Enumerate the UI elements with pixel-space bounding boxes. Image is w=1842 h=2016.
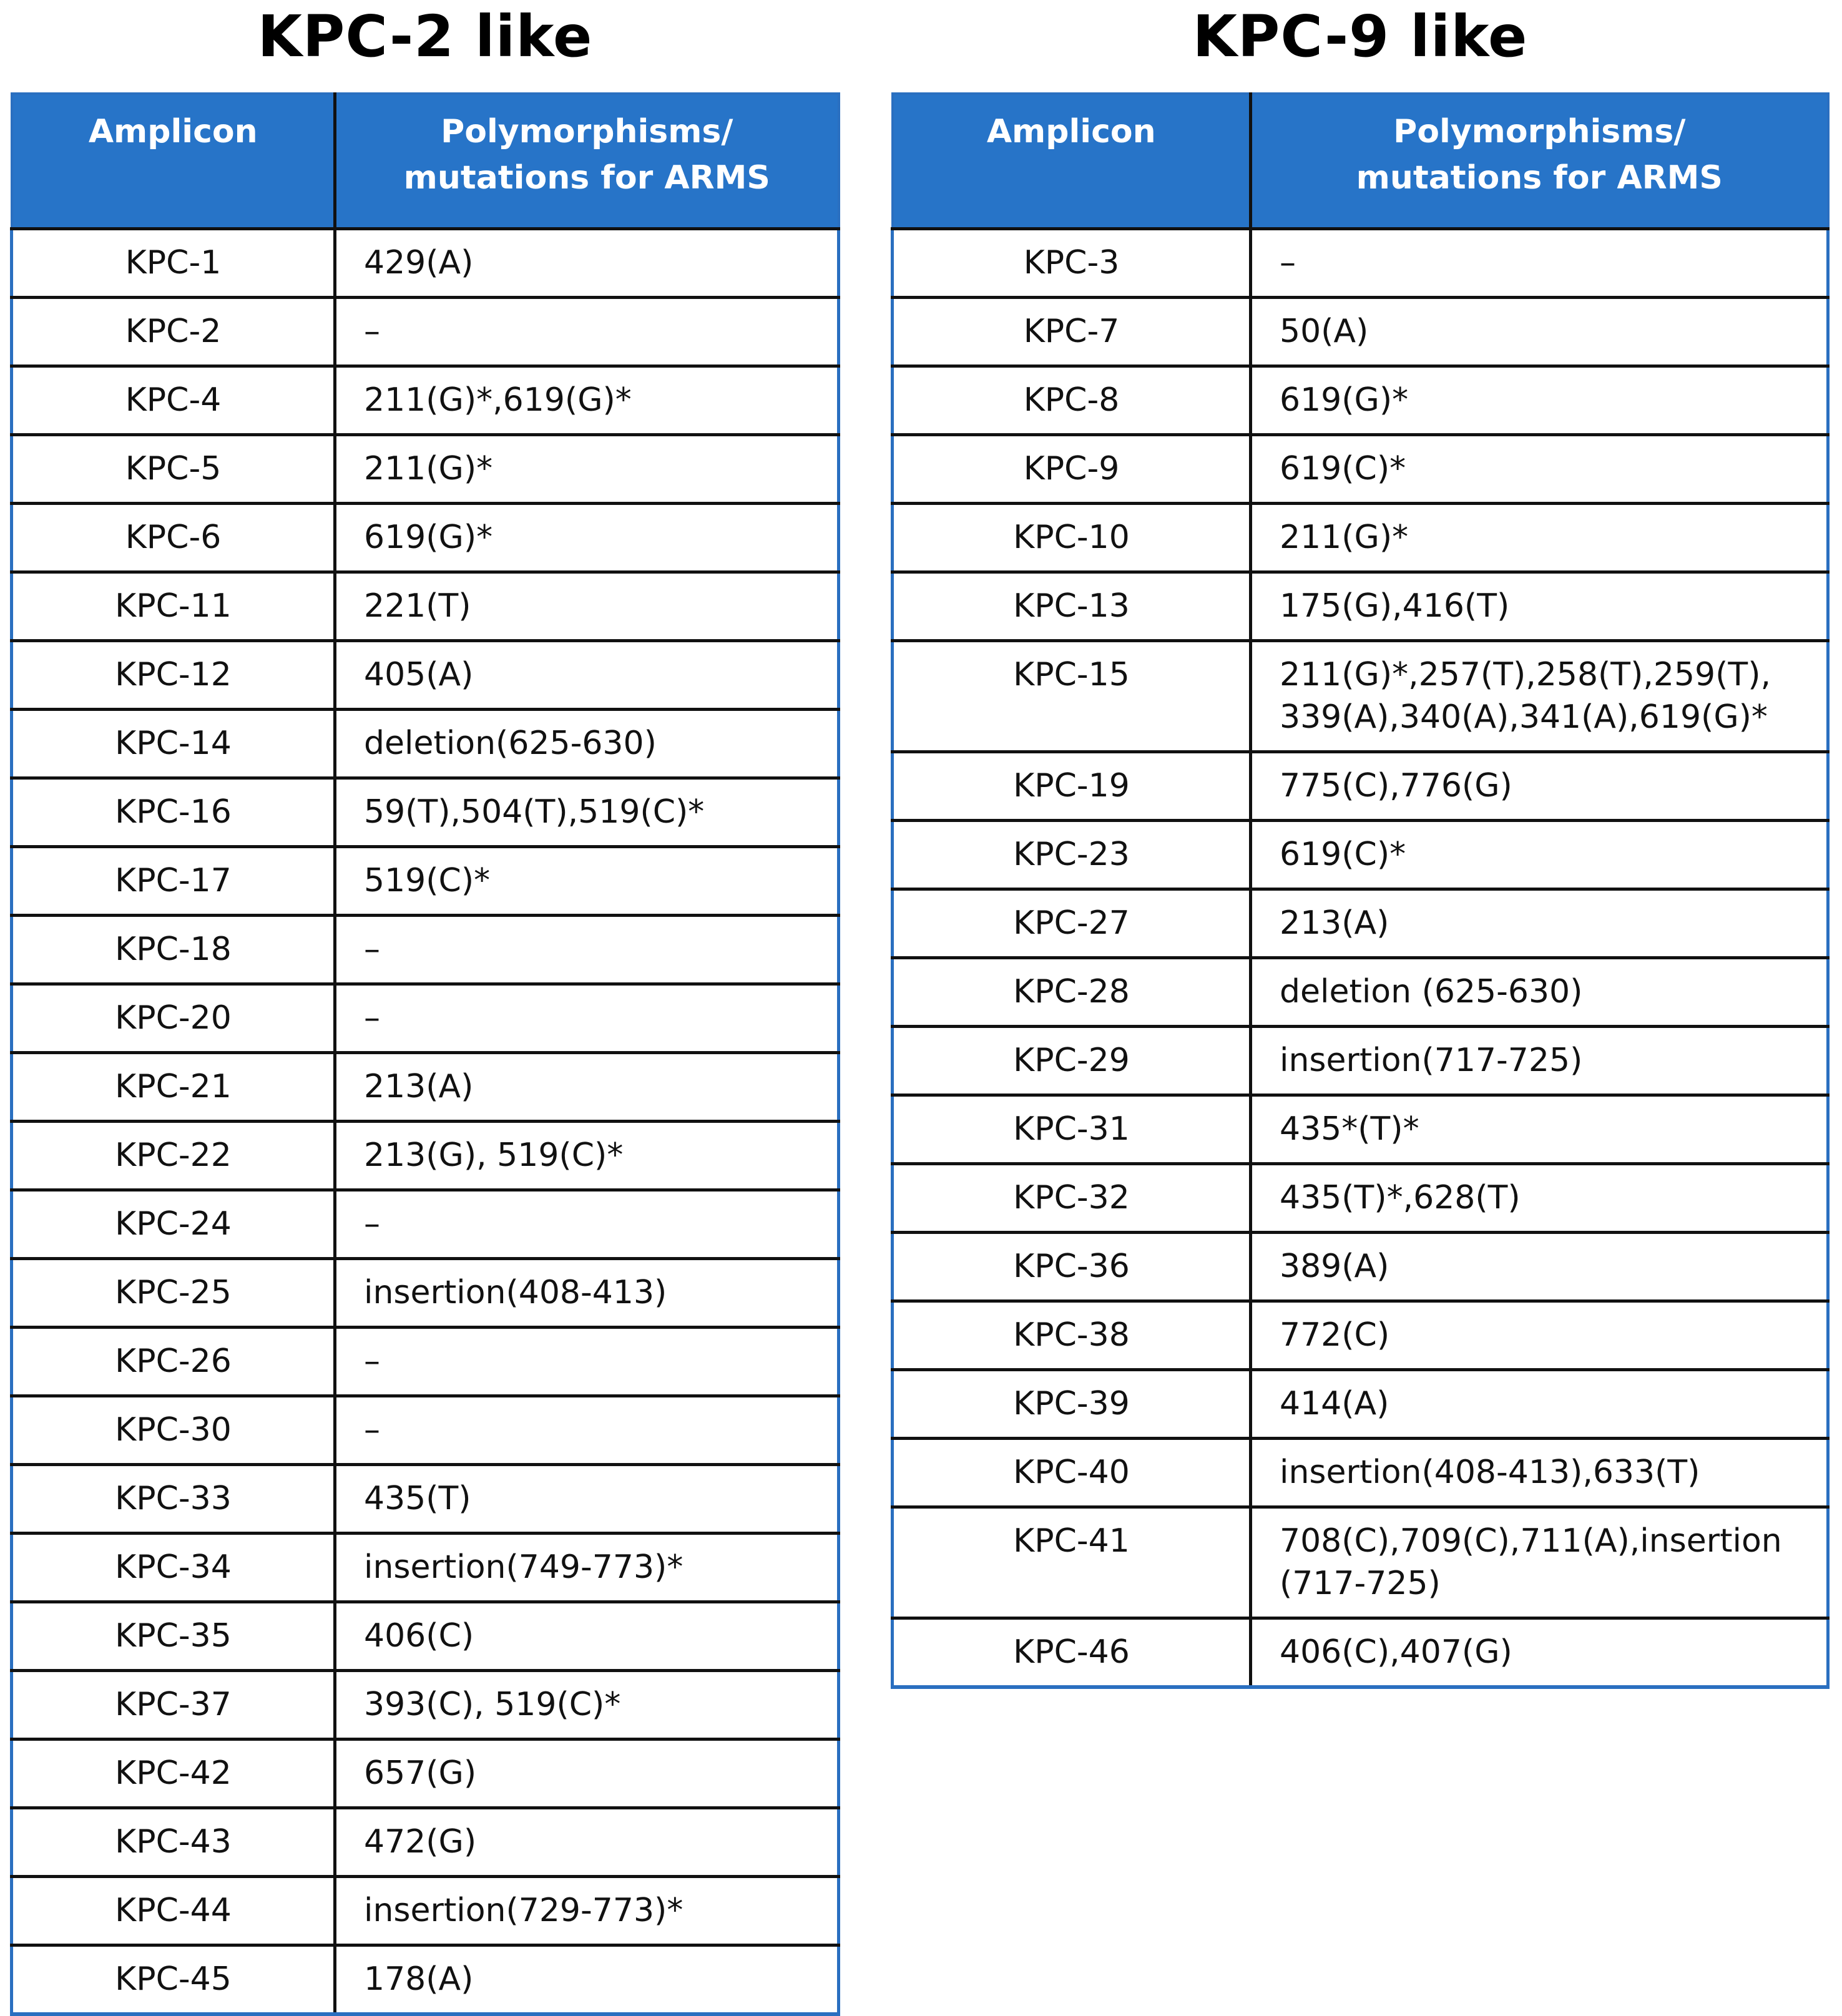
mutation-cell: deletion(625-630) — [335, 710, 839, 778]
mutation-cell: 429(A) — [335, 229, 839, 298]
mutation-cell — [1251, 1618, 1828, 1687]
mutation-cell: 178(A) — [335, 1945, 839, 2014]
mutation-cell: insertion(729-773)* — [335, 1877, 839, 1945]
amplicon-cell: KPC-46 — [893, 1618, 1251, 1687]
amplicon-cell: KPC-39 — [893, 1370, 1251, 1439]
table-row — [893, 821, 1828, 889]
mutation-cell: 619(G)* — [335, 504, 839, 572]
mutation-cell — [1251, 641, 1828, 752]
mutation-cell — [1251, 1027, 1828, 1095]
mutation-line: 775(C),776(G) — [1280, 767, 1512, 805]
mutation-cell: insertion(408-413) — [335, 1259, 839, 1328]
kpc-2-like-panel — [10, 0, 840, 2016]
mutation-cell — [1251, 229, 1828, 298]
mutation-cell — [1251, 366, 1828, 435]
mutation-cell: – — [335, 1328, 839, 1396]
kpc-9-like-table-body — [893, 229, 1828, 1687]
amplicon-cell: KPC-5 — [12, 435, 335, 504]
amplicon-cell: KPC-26 — [12, 1328, 335, 1396]
amplicon-cell: KPC-29 — [893, 1027, 1251, 1095]
mutation-cell — [1251, 504, 1828, 572]
amplicon-cell: KPC-14 — [12, 710, 335, 778]
mutation-cell — [1251, 1164, 1828, 1233]
amplicon-cell: KPC-12 — [12, 641, 335, 710]
amplicon-column-header: Amplicon — [893, 94, 1251, 229]
table-row — [12, 1671, 839, 1740]
mutation-cell: – — [335, 298, 839, 366]
table-row — [12, 778, 839, 847]
table-row — [12, 1396, 839, 1465]
table-row — [893, 958, 1828, 1027]
amplicon-cell: KPC-45 — [12, 1945, 335, 2014]
table-row — [12, 1602, 839, 1671]
table-row — [12, 1259, 839, 1328]
table-row — [12, 710, 839, 778]
amplicon-cell: KPC-44 — [12, 1877, 335, 1945]
amplicon-cell: KPC-3 — [893, 229, 1251, 298]
amplicon-cell: KPC-31 — [893, 1095, 1251, 1164]
mutations-column-header — [335, 94, 839, 229]
table-row — [12, 229, 839, 298]
mutation-cell: – — [335, 916, 839, 984]
table-row — [893, 641, 1828, 752]
table-row — [12, 1053, 839, 1122]
mutation-line: 389(A) — [1280, 1248, 1389, 1285]
mutation-cell — [1251, 572, 1828, 641]
amplicon-cell: KPC-36 — [893, 1233, 1251, 1301]
mutation-line: 175(G),416(T) — [1280, 587, 1510, 625]
amplicon-cell: KPC-28 — [893, 958, 1251, 1027]
amplicon-cell: KPC-4 — [12, 366, 335, 435]
mutation-line: (717-725) — [1280, 1565, 1441, 1602]
table-row — [12, 1122, 839, 1190]
table-row — [12, 1328, 839, 1396]
mutation-cell — [1251, 821, 1828, 889]
kpc-9-like-panel — [891, 0, 1830, 1689]
amplicon-cell: KPC-15 — [893, 641, 1251, 752]
mutation-line: 619(C)* — [1280, 450, 1406, 487]
mutation-cell — [1251, 1507, 1828, 1618]
amplicon-cell: KPC-34 — [12, 1534, 335, 1602]
table-header-row — [893, 94, 1828, 229]
table-row — [893, 1439, 1828, 1507]
mutation-line: 211(G)* — [1280, 519, 1409, 556]
mutation-cell: 472(G) — [335, 1808, 839, 1877]
mutation-cell — [1251, 1370, 1828, 1439]
mutation-line: 213(A) — [1280, 904, 1389, 942]
amplicon-cell: KPC-1 — [12, 229, 335, 298]
table-row — [893, 889, 1828, 958]
mutation-cell: 59(T),504(T),519(C)* — [335, 778, 839, 847]
table-row — [893, 1027, 1828, 1095]
mutation-line: 339(A),340(A),341(A),619(G)* — [1280, 698, 1768, 736]
amplicon-cell: KPC-20 — [12, 984, 335, 1053]
table-row — [12, 1808, 839, 1877]
mutation-line: 619(G)* — [1280, 381, 1409, 419]
table-row — [893, 572, 1828, 641]
mutation-cell — [1251, 435, 1828, 504]
amplicon-cell: KPC-18 — [12, 916, 335, 984]
mutation-cell: – — [335, 984, 839, 1053]
amplicon-cell: KPC-19 — [893, 752, 1251, 821]
table-row — [893, 1618, 1828, 1687]
kpc-2-like-table-body — [12, 229, 839, 2014]
table-row — [12, 1465, 839, 1534]
table-row — [893, 1370, 1828, 1439]
table-row — [893, 1095, 1828, 1164]
mutation-cell — [1251, 889, 1828, 958]
amplicon-cell: KPC-13 — [893, 572, 1251, 641]
amplicon-cell: KPC-7 — [893, 298, 1251, 366]
table-row — [12, 1740, 839, 1808]
amplicon-cell: KPC-40 — [893, 1439, 1251, 1507]
amplicon-cell: KPC-38 — [893, 1301, 1251, 1370]
table-row — [893, 752, 1828, 821]
amplicon-column-header: Amplicon — [12, 94, 335, 229]
amplicon-cell: KPC-42 — [12, 1740, 335, 1808]
amplicon-cell: KPC-23 — [893, 821, 1251, 889]
mutation-cell — [1251, 752, 1828, 821]
amplicon-cell: KPC-41 — [893, 1507, 1251, 1618]
amplicon-cell: KPC-24 — [12, 1190, 335, 1259]
mutation-line: 772(C) — [1280, 1316, 1390, 1354]
mutation-cell: – — [335, 1396, 839, 1465]
mutation-cell: 406(C) — [335, 1602, 839, 1671]
mutation-cell: 393(C), 519(C)* — [335, 1671, 839, 1740]
mutation-cell: insertion(749-773)* — [335, 1534, 839, 1602]
mutation-line: 414(A) — [1280, 1385, 1389, 1422]
table-row — [893, 1301, 1828, 1370]
amplicon-cell: KPC-25 — [12, 1259, 335, 1328]
amplicon-cell: KPC-8 — [893, 366, 1251, 435]
kpc-2-like-title: KPC-2 like — [257, 3, 593, 70]
amplicon-cell: KPC-37 — [12, 1671, 335, 1740]
table-row — [12, 572, 839, 641]
table-row — [893, 1507, 1828, 1618]
table-row — [893, 229, 1828, 298]
table-row — [12, 1877, 839, 1945]
table-row — [893, 1233, 1828, 1301]
mutation-line: 435(T)*,628(T) — [1280, 1179, 1521, 1216]
mutation-line: 211(G)*,257(T),258(T),259(T), — [1280, 656, 1771, 693]
mutation-line: insertion(408-413),633(T) — [1280, 1454, 1700, 1491]
mutation-line: insertion(717-725) — [1280, 1042, 1583, 1079]
mutation-cell — [1251, 958, 1828, 1027]
mutations-header-line2: mutations for ARMS — [1356, 159, 1723, 197]
mutation-cell: 213(A) — [335, 1053, 839, 1122]
amplicon-cell: KPC-33 — [12, 1465, 335, 1534]
table-row — [12, 366, 839, 435]
mutations-header-line1: Polymorphisms/ — [1393, 113, 1686, 150]
mutation-cell: 221(T) — [335, 572, 839, 641]
mutation-cell: 211(G)* — [335, 435, 839, 504]
amplicon-cell: KPC-32 — [893, 1164, 1251, 1233]
amplicon-cell: KPC-16 — [12, 778, 335, 847]
amplicon-cell: KPC-27 — [893, 889, 1251, 958]
table-row — [12, 916, 839, 984]
mutations-header-line1: Polymorphisms/ — [441, 113, 733, 150]
table-row — [12, 1190, 839, 1259]
table-row — [12, 641, 839, 710]
table-header-row — [12, 94, 839, 229]
table-row — [893, 504, 1828, 572]
mutation-line: 619(C)* — [1280, 836, 1406, 873]
amplicon-cell: KPC-2 — [12, 298, 335, 366]
mutation-cell — [1251, 1301, 1828, 1370]
mutation-cell: 435(T) — [335, 1465, 839, 1534]
table-row — [12, 984, 839, 1053]
mutations-column-header — [1251, 94, 1828, 229]
mutation-line: 50(A) — [1280, 313, 1369, 350]
mutation-cell — [1251, 1439, 1828, 1507]
kpc-2-like-table — [10, 92, 840, 2016]
table-row — [12, 504, 839, 572]
amplicon-cell: KPC-22 — [12, 1122, 335, 1190]
amplicon-cell: KPC-30 — [12, 1396, 335, 1465]
kpc-9-like-title: KPC-9 like — [1192, 3, 1528, 70]
mutation-cell — [1251, 298, 1828, 366]
mutation-line: 435*(T)* — [1280, 1110, 1419, 1148]
amplicon-cell: KPC-6 — [12, 504, 335, 572]
mutation-cell: 211(G)*,619(G)* — [335, 366, 839, 435]
amplicon-cell: KPC-10 — [893, 504, 1251, 572]
mutations-header-line2: mutations for ARMS — [403, 159, 770, 197]
amplicon-cell: KPC-21 — [12, 1053, 335, 1122]
mutation-line: – — [1280, 244, 1296, 281]
amplicon-cell: KPC-35 — [12, 1602, 335, 1671]
mutation-cell: – — [335, 1190, 839, 1259]
amplicon-cell: KPC-43 — [12, 1808, 335, 1877]
amplicon-cell: KPC-11 — [12, 572, 335, 641]
table-row — [12, 435, 839, 504]
amplicon-cell: KPC-9 — [893, 435, 1251, 504]
mutation-cell — [1251, 1233, 1828, 1301]
table-row — [12, 298, 839, 366]
mutation-line: deletion (625-630) — [1280, 973, 1583, 1010]
table-row — [893, 366, 1828, 435]
amplicon-cell: KPC-17 — [12, 847, 335, 916]
mutation-cell — [1251, 1095, 1828, 1164]
mutation-cell: 519(C)* — [335, 847, 839, 916]
mutation-cell: 213(G), 519(C)* — [335, 1122, 839, 1190]
mutation-line: 708(C),709(C),711(A),insertion — [1280, 1522, 1782, 1560]
mutation-line: 406(C),407(G) — [1280, 1633, 1512, 1671]
table-row — [893, 298, 1828, 366]
table-row — [12, 847, 839, 916]
table-row — [893, 435, 1828, 504]
kpc-9-like-table — [891, 92, 1830, 1689]
table-row — [12, 1534, 839, 1602]
mutation-cell: 405(A) — [335, 641, 839, 710]
mutation-cell: 657(G) — [335, 1740, 839, 1808]
table-row — [12, 1945, 839, 2014]
table-row — [893, 1164, 1828, 1233]
